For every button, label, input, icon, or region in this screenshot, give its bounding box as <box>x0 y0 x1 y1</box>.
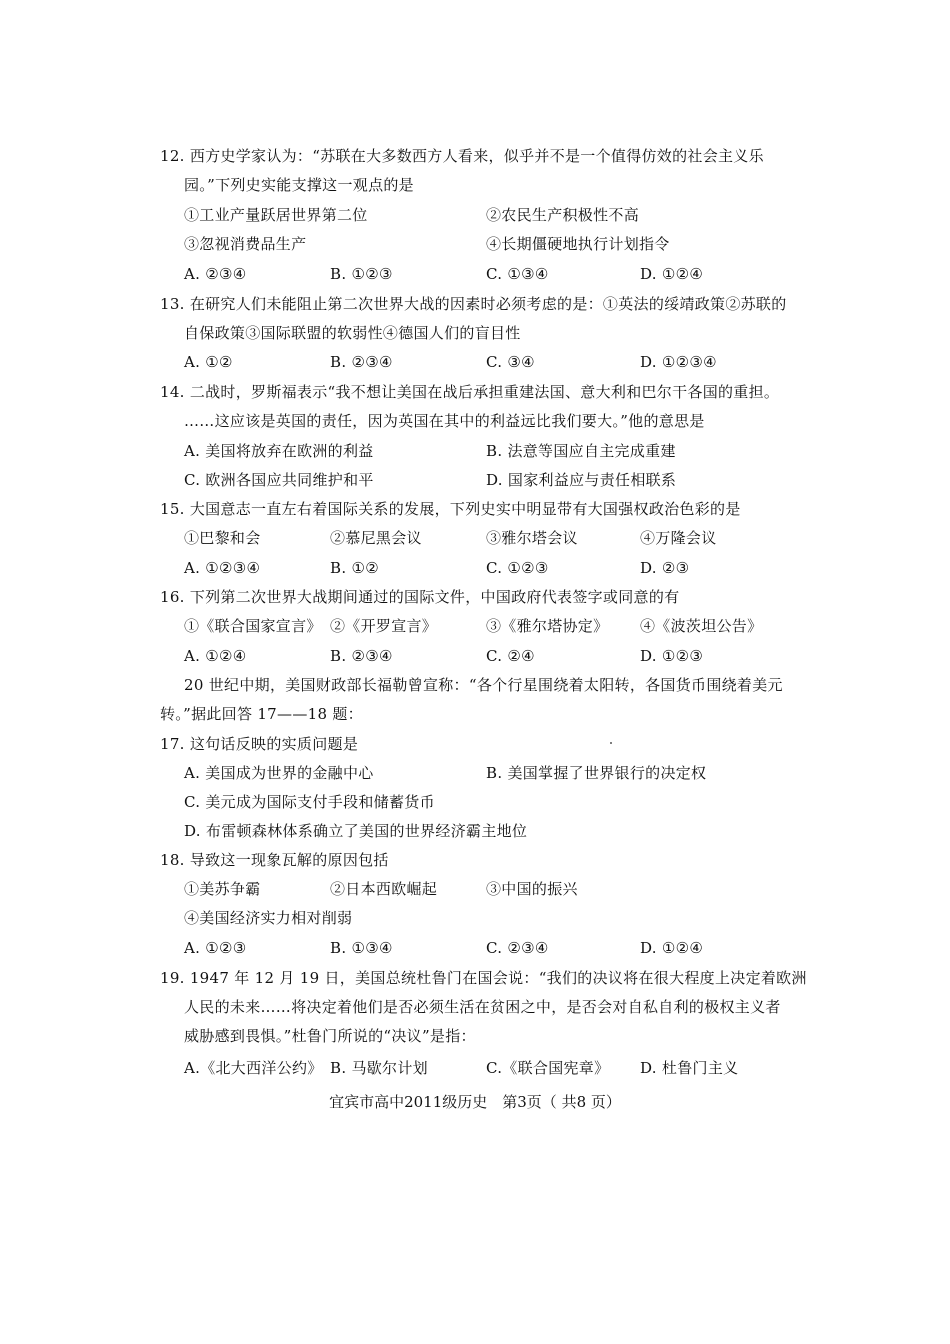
q15-item-1: ①巴黎和会 <box>184 529 261 547</box>
q16-stem-line1: 16. 下列第二次世界大战期间通过的国际文件，中国政府代表签字或同意的有 <box>160 588 680 606</box>
q12-item-2: ②农民生产积极性不高 <box>486 206 640 224</box>
q12-option-c: C. ①③④ <box>486 265 549 283</box>
q14-stem-line2: ……这应该是英国的责任，因为英国在其中的利益远比我们要大。”他的意思是 <box>184 412 705 430</box>
q15-item-4: ④万隆会议 <box>640 529 717 547</box>
q19-stem-line3: 威胁感到畏惧。”杜鲁门所说的“决议”是指： <box>184 1027 476 1045</box>
q19-option-a: A.《北大西洋公约》 <box>184 1059 323 1077</box>
q14-option-b: B. 法意等国应自主完成重建 <box>486 442 676 460</box>
q18-stem-line1: 18. 导致这一现象瓦解的原因包括 <box>160 851 389 869</box>
material-line2: 转。”据此回答 17——18 题： <box>160 705 363 723</box>
q16-item-3: ③《雅尔塔协定》 <box>486 617 609 635</box>
q13-option-d: D. ①②③④ <box>640 353 717 371</box>
q12-stem-line1: 12. 西方史学家认为：“苏联在大多数西方人看来，似乎并不是一个值得仿效的社会主义乐 <box>160 147 764 165</box>
q18-item-4: ④美国经济实力相对削弱 <box>184 909 353 927</box>
q15-option-b: B. ①② <box>330 559 379 577</box>
q18-option-b: B. ①③④ <box>330 939 393 957</box>
q18-item-2: ②日本西欧崛起 <box>330 880 438 898</box>
q15-item-3: ③雅尔塔会议 <box>486 529 578 547</box>
q15-item-2: ②慕尼黑会议 <box>330 529 422 547</box>
q16-option-a: A. ①②④ <box>184 647 247 665</box>
q14-option-c: C. 欧洲各国应共同维护和平 <box>184 471 374 489</box>
q18-option-a: A. ①②③ <box>184 939 247 957</box>
q15-option-a: A. ①②③④ <box>184 559 261 577</box>
page-footer: 宜宾市高中2011级历史 第3页（ 共8 页） <box>329 1093 621 1111</box>
q12-item-1: ①工业产量跃居世界第二位 <box>184 206 368 224</box>
q17-option-b: B. 美国掌握了世界银行的决定权 <box>486 764 707 782</box>
q13-option-a: A. ①② <box>184 353 233 371</box>
q17-option-a: A. 美国成为世界的金融中心 <box>184 764 374 782</box>
q12-stem-line2: 园。”下列史实能支撑这一观点的是 <box>184 176 414 194</box>
q12-option-d: D. ①②④ <box>640 265 704 283</box>
q19-option-b: B. 马歇尔计划 <box>330 1059 428 1077</box>
q19-stem-line1: 19. 1947 年 12 月 19 日，美国总统杜鲁门在国会说：“我们的决议将在很大程度上决定着欧洲 <box>160 969 807 987</box>
q15-option-d: D. ②③ <box>640 559 690 577</box>
q15-option-c: C. ①②③ <box>486 559 549 577</box>
q17-option-c: C. 美元成为国际支付手段和储蓄货币 <box>184 793 435 811</box>
q16-item-2: ②《开罗宣言》 <box>330 617 438 635</box>
q16-option-c: C. ②④ <box>486 647 535 665</box>
q19-stem-line2: 人民的未来……将决定着他们是否必须生活在贫困之中，是否会对自私自利的极权主义者 <box>184 998 781 1016</box>
q13-option-b: B. ②③④ <box>330 353 393 371</box>
q19-option-d: D. 杜鲁门主义 <box>640 1059 739 1077</box>
material-line1: 20 世纪中期，美国财政部长福勒曾宣称：“各个行星围绕着太阳转，各国货币围绕着美元 <box>184 676 783 694</box>
q18-item-3: ③中国的振兴 <box>486 880 578 898</box>
q14-option-d: D. 国家利益应与责任相联系 <box>486 471 677 489</box>
q12-item-3: ③忽视消费品生产 <box>184 235 307 253</box>
q18-option-d: D. ①②④ <box>640 939 704 957</box>
q17-stem-line1: 17. 这句话反映的实质问题是 <box>160 735 359 753</box>
q19-option-c: C.《联合国宪章》 <box>486 1059 610 1077</box>
q12-item-4: ④长期僵硬地执行计划指令 <box>486 235 670 253</box>
q14-option-a: A. 美国将放弃在欧洲的利益 <box>184 442 374 460</box>
q17-option-d: D. 布雷顿森林体系确立了美国的世界经济霸主地位 <box>184 822 528 840</box>
q16-item-1: ①《联合国家宣言》 <box>184 617 322 635</box>
q16-item-4: ④《波茨坦公告》 <box>640 617 763 635</box>
q13-option-c: C. ③④ <box>486 353 535 371</box>
q16-option-d: D. ①②③ <box>640 647 704 665</box>
q15-stem-line1: 15. 大国意志一直左右着国际关系的发展，下列史实中明显带有大国强权政治色彩的是 <box>160 500 741 518</box>
q18-option-c: C. ②③④ <box>486 939 549 957</box>
q12-option-b: B. ①②③ <box>330 265 393 283</box>
q12-option-a: A. ②③④ <box>184 265 247 283</box>
scan-speck <box>610 742 612 744</box>
q13-stem-line2: 自保政策③国际联盟的软弱性④德国人们的盲目性 <box>184 324 521 342</box>
q18-item-1: ①美苏争霸 <box>184 880 261 898</box>
q16-option-b: B. ②③④ <box>330 647 393 665</box>
q14-stem-line1: 14. 二战时，罗斯福表示“我不想让美国在战后承担重建法国、意大利和巴尔干各国的重担。 <box>160 383 780 401</box>
q13-stem-line1: 13. 在研究人们未能阻止第二次世界大战的因素时必须考虑的是：①英法的绥靖政策②苏联的 <box>160 295 787 313</box>
